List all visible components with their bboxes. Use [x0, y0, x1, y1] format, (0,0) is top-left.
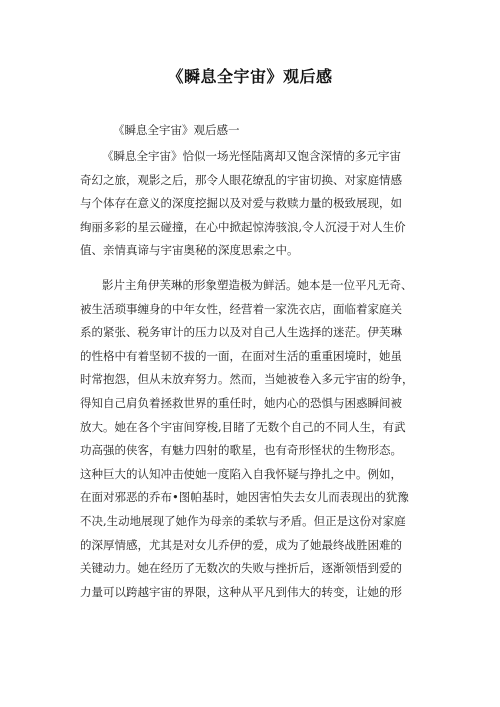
paragraph-line: 《瞬息全宇宙》恰似一场光怪陆离却又饱含深情的多元宇宙 — [102, 149, 401, 163]
document-title: 《瞬息全宇宙》观后感 — [167, 67, 333, 86]
paragraph-line: 绚丽多彩的星云碰撞，在心中掀起惊涛骇浪,令人沉浸于对人生价 — [80, 219, 406, 234]
paragraph-line: 值、亲情真谛与宇宙奥秘的深度思索之中。 — [80, 243, 299, 258]
paragraph-line: 得知自己肩负着拯救世界的重任时，她内心的恐惧与困惑瞬间被 — [80, 395, 402, 410]
paragraph-line: 的性格中有着坚韧不拔的一面，在面对生活的重重困境时，她虽 — [80, 348, 402, 363]
paragraph-line: 奇幻之旅，观影之后，那令人眼花缭乱的宇宙切换、对家庭情感 — [80, 172, 402, 187]
paragraph-line: 不决,生动地展现了她作为母亲的柔软与矛盾。但正是这份对家庭 — [80, 513, 406, 528]
paragraph-line: 关键动力。她在经历了无数次的失败与挫折后，逐渐领悟到爱的 — [80, 561, 402, 576]
paragraph-protagonist — [80, 274, 430, 604]
paragraph-line: 力量可以跨越宇宙的界限，这种从平凡到伟大的转变，让她的形 — [80, 584, 402, 599]
paragraph-line: 在面对邪恶的乔布•图帕基时，她因害怕失去女儿而表现出的犹豫 — [80, 490, 409, 505]
paragraph-line: 的深厚情感，尤其是对女儿乔伊的爱，成为了她最终战胜困难的 — [80, 537, 402, 552]
paragraph-line: 被生活琐事缠身的中年女性，经营着一家洗衣店，面临着家庭关 — [80, 301, 402, 316]
paragraph-line: 与个体存在意义的深度挖掘以及对爱与救赎力量的极致展现，如 — [80, 196, 402, 211]
paragraph-line: 系的紧张、税务审计的压力以及对自己人生选择的迷茫。伊芙琳 — [80, 325, 402, 340]
paragraph-line: 这种巨大的认知冲击使她一度陷入自我怀疑与挣扎之中。例如， — [80, 466, 402, 481]
section-heading: 《瞬息全宇宙》观后感一 — [113, 123, 240, 137]
paragraph-line: 影片主角伊芙琳的形象塑造极为鲜活。她本是一位平凡无奇、 — [102, 278, 413, 292]
paragraph-line: 放大。她在各个宇宙间穿梭,目睹了无数个自己的不同人生，有武 — [80, 419, 406, 434]
paragraph-intro — [80, 145, 430, 263]
paragraph-line: 时常抱怨，但从未放弃努力。然而，当她被卷入多元宇宙的纷争， — [80, 372, 414, 387]
paragraph-line: 功高强的侠客，有魅力四射的歌星，也有奇形怪状的生物形态。 — [80, 443, 402, 458]
